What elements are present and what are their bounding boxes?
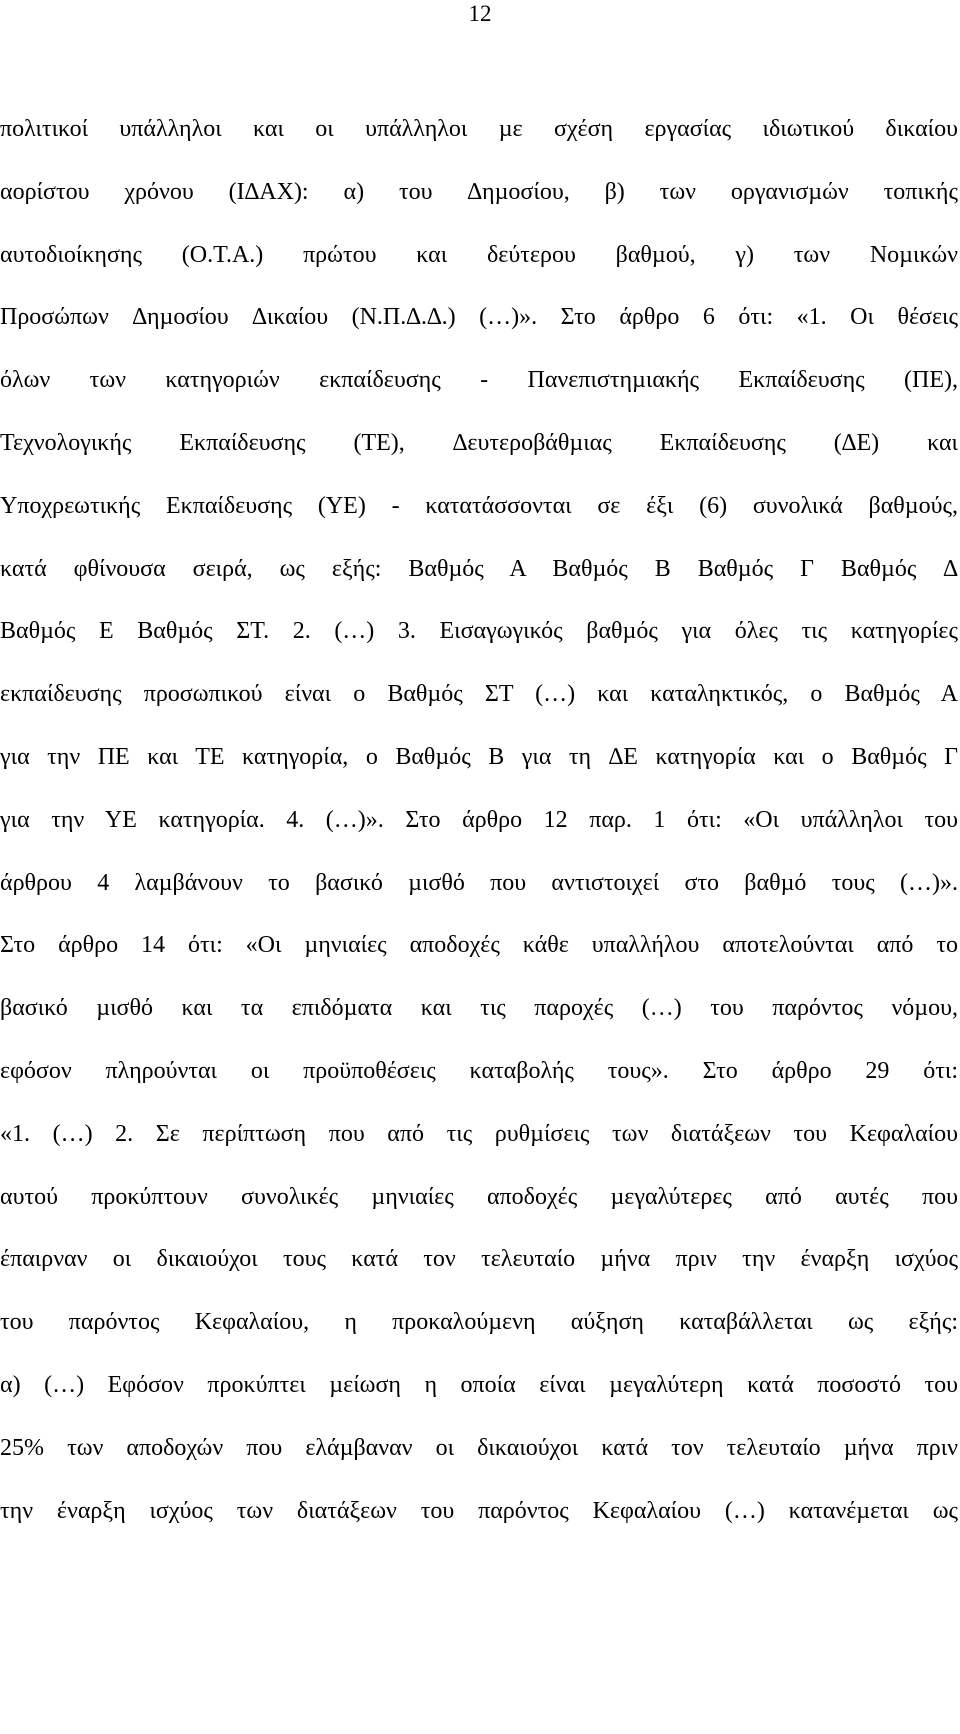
text-line: Υποχρεωτικής Εκπαίδευσης (ΥΕ) - κατατάσσονται σε έξι (6) συνολικά βαθµούς, [0, 492, 958, 519]
text-line: βασικό µισθό και τα επιδόµατα και τις παροχές (…) του παρόντος νόµου, [0, 995, 958, 1022]
text-line: α) (…) Εφόσον προκύπτει µείωση η οποία είναι µεγαλύτερη κατά ποσοστό του [0, 1371, 958, 1398]
text-line: αυτού προκύπτουν συνολικές µηνιαίες αποδοχές µεγαλύτερες από αυτές που [0, 1183, 958, 1210]
text-line: «1. (…) 2. Σε περίπτωση που από τις ρυθµίσεις των διατάξεων του Κεφαλαίου [0, 1120, 958, 1147]
text-line: εφόσον πληρούνται οι προϋποθέσεις καταβολής τους». Στο άρθρο 29 ότι: [0, 1057, 958, 1084]
text-line: κατά φθίνουσα σειρά, ως εξής: Βαθµός Α Βαθµός Β Βαθµός Γ Βαθµός ∆ [0, 555, 958, 582]
text-line: αυτοδιοίκησης (Ο.Τ.Α.) πρώτου και δεύτερου βαθµού, γ) των Νοµικών [0, 241, 958, 268]
text-line: πολιτικοί υπάλληλοι και οι υπάλληλοι µε σχέση εργασίας ιδιωτικού δικαίου [0, 116, 958, 142]
text-line: για την ΠΕ και ΤΕ κατηγορία, ο Βαθµός Β για τη ∆Ε κατηγορία και ο Βαθµός Γ [0, 743, 958, 770]
text-line: 25% των αποδοχών που ελάµβαναν οι δικαιούχοι κατά τον τελευταίο µήνα πριν [0, 1434, 958, 1461]
text-line: Τεχνολογικής Εκπαίδευσης (ΤΕ), ∆ευτεροβάθµιας Εκπαίδευσης (∆Ε) και [0, 429, 958, 456]
text-line: την έναρξη ισχύος των διατάξεων του παρόντος Κεφαλαίου (…) κατανέµεται ως [0, 1497, 958, 1524]
text-line: άρθρου 4 λαµβάνουν το βασικό µισθό που αντιστοιχεί στο βαθµό τους (…)». [0, 869, 958, 896]
text-line: αορίστου χρόνου (Ι∆ΑΧ): α) του ∆ηµοσίου, β) των οργανισµών τοπικής [0, 178, 958, 205]
text-line: έπαιρναν οι δικαιούχοι τους κατά τον τελευταίο µήνα πριν την έναρξη ισχύος [0, 1246, 958, 1273]
text-line: όλων των κατηγοριών εκπαίδευσης - Πανεπιστηµιακής Εκπαίδευσης (ΠΕ), [0, 367, 958, 394]
text-line: Βαθµός Ε Βαθµός ΣΤ. 2. (…) 3. Εισαγωγικός βαθµός για όλες τις κατηγορίες [0, 618, 958, 645]
text-line: για την ΥΕ κατηγορία. 4. (…)». Στο άρθρο 12 παρ. 1 ότι: «Οι υπάλληλοι του [0, 806, 958, 833]
page-number: 12 [468, 1, 492, 26]
body-text [0, 115, 958, 1559]
text-line: του παρόντος Κεφαλαίου, η προκαλούµενη αύξηση καταβάλλεται ως εξής: [0, 1309, 958, 1336]
text-line: εκπαίδευσης προσωπικού είναι ο Βαθµός ΣΤ (…) και καταληκτικός, ο Βαθµός Α [0, 681, 958, 708]
text-line: Στο άρθρο 14 ότι: «Οι µηνιαίες αποδοχές κάθε υπαλλήλου αποτελούνται από το [0, 932, 958, 959]
text-line: Προσώπων ∆ηµοσίου ∆ικαίου (Ν.Π.∆.∆.) (…)». Στο άρθρο 6 ότι: «1. Οι θέσεις [0, 304, 958, 331]
